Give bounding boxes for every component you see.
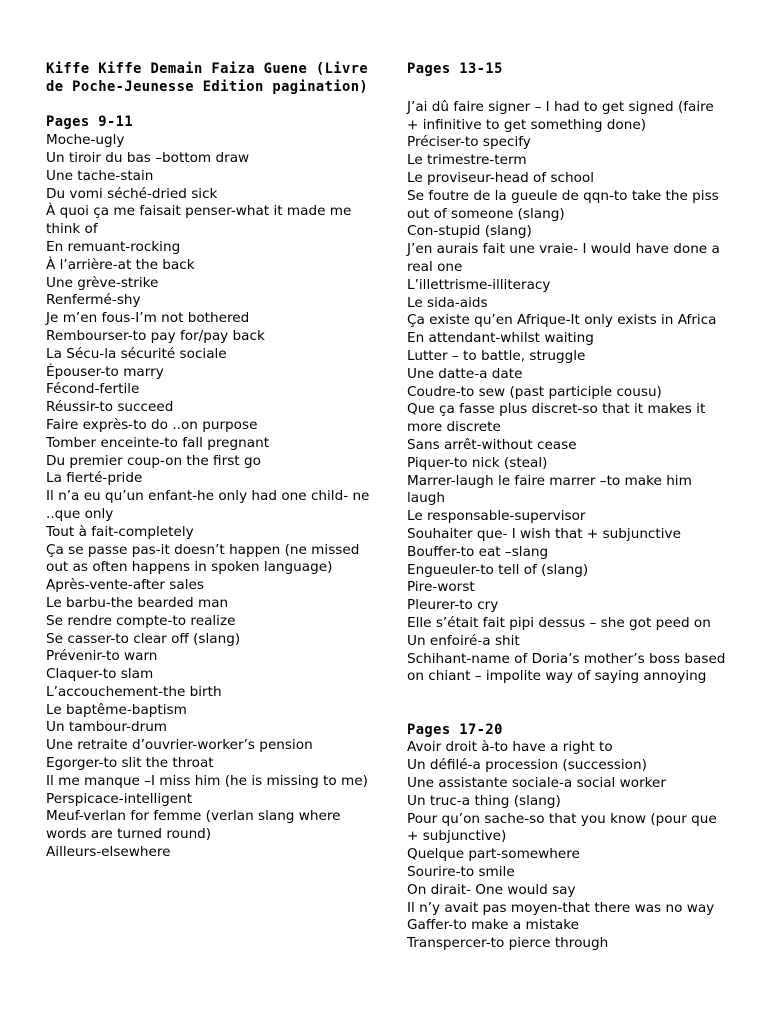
vocab-entry: Sourire-to smile [407,864,515,881]
vocab-entry: Moche-ugly [46,132,125,149]
vocab-entry: Perspicace-intelligent [46,790,193,807]
vocab-entry: Transpercer-to pierce through [407,935,609,952]
vocab-list [46,132,376,862]
vocab-entry: Sans arrêt-without cease [407,436,577,453]
vocab-entry: Une retraite d’ouvrier-worker’s pension [46,737,313,754]
vocab-entry: Pleurer-to cry [407,597,499,614]
vocab-entry: Le responsable-supervisor [407,508,586,525]
document-title-line-2: de Poche-Jeunesse Edition pagination) [46,78,369,95]
vocab-entry: Le sida-aids [407,294,488,311]
vocab-entry: Rembourser-to pay for/pay back [46,327,265,344]
vocab-entry: Pour qu’on sache-so that you know (pour que + subjunctive) [407,810,717,845]
vocab-entry: Épouser-to marry [46,363,164,380]
vocab-entry: Une assistante sociale-a social worker [407,775,667,792]
vocab-entry: Bouffer-to eat –slang [407,543,549,560]
vocab-entry: Claquer-to slam [46,666,154,683]
vocab-entry: Le barbu-the bearded man [46,594,229,611]
vocab-entry: Marrer-laugh le faire marrer –to make him laugh [407,472,692,507]
vocab-entry: Ça se passe pas-it doesn’t happen (ne missed out as often happens in spoken language) [46,541,360,576]
vocab-entry: Quelque part-somewhere [407,846,580,863]
vocab-entry: La fierté-pride [46,470,143,487]
vocab-entry: À quoi ça me faisait penser-what it made me think of [46,203,352,238]
vocab-entry: Tomber enceinte-to fall pregnant [46,434,270,451]
vocab-entry: Con-stupid (slang) [407,223,532,240]
vocab-entry: Il me manque –I miss him (he is missing to me) [46,772,368,789]
section-heading: Pages 9-11 [46,114,134,131]
vocab-entry: Ailleurs-elsewhere [46,844,171,861]
vocab-entry: On dirait- One would say [407,881,576,898]
section-heading: Pages 13-15 [407,61,503,77]
vocab-entry: Un truc-a thing (slang) [407,792,561,809]
vocab-entry: À l’arrière-at the back [46,256,195,273]
vocab-entry: Une tache-stain [46,167,154,184]
vocab-entry: Du premier coup-on the first go [46,452,261,469]
vocab-entry: Préciser-to specify [407,134,531,151]
vocab-entry: Renfermé-shy [46,292,141,309]
vocab-entry: Le proviseur-head of school [407,169,595,186]
spacer [407,79,729,99]
vocab-entry: Il n’a eu qu’un enfant-he only had one child- ne ..que only [46,488,370,522]
vocab-entry: Un enfoiré-a shit [407,632,520,649]
vocab-entry: Un tambour-drum [46,719,168,736]
vocab-entry: Tout à fait-completely [46,523,194,540]
vocab-entry: Un tiroir du bas –bottom draw [46,149,250,166]
vocab-entry: Le trimestre-term [407,152,527,169]
vocab-entry: Se casser-to clear off (slang) [46,630,241,647]
vocab-entry: Une grève-strike [46,274,159,291]
document-title-line-1: Kiffe Kiffe Demain Faiza Guene (Livre [46,61,369,77]
vocab-entry: Meuf-verlan for femme (verlan slang where words are turned round) [46,808,341,843]
vocab-entry: Réussir-to succeed [46,399,174,416]
vocab-list [407,99,729,686]
vocab-entry: La Sécu-la sécurité sociale [46,345,227,362]
vocab-entry: Un défilé-a procession (succession) [407,757,647,774]
vocab-entry: J’ai dû faire signer – I had to get signed (faire + infinitive to get something done) [407,98,714,133]
section-heading: Pages 17-20 [407,721,503,738]
vocab-entry: Faire exprès-to do ..on purpose [46,416,258,433]
vocab-entry: Avoir droit à-to have a right to [407,739,613,756]
vocab-entry: En remuant-rocking [46,238,181,255]
vocab-entry: Le baptême-baptism [46,701,187,718]
vocab-entry: Schihant-name of Doria’s mother’s boss based on chiant – impolite way of saying annoying [407,650,726,685]
vocab-entry: Après-vente-after sales [46,577,204,594]
vocab-entry: Je m’en fous-I’m not bothered [46,310,250,327]
vocab-entry: L’illettrisme-illiteracy [407,276,551,293]
vocab-entry: Gaffer-to make a mistake [407,917,579,934]
vocab-entry: Elle s’était fait pipi dessus – she got peed on [407,614,711,631]
vocab-entry: J’en aurais fait une vraie- I would have done a real one [407,241,720,275]
vocab-entry: Se foutre de la gueule de qqn-to take the piss out of someone (slang) [407,187,719,222]
vocab-entry: Une datte-a date [407,365,523,382]
vocab-entry: Egorger-to slit the throat [46,755,214,772]
vocab-entry: Se rendre compte-to realize [46,612,236,629]
vocab-entry: Piquer-to nick (steal) [407,454,548,471]
vocab-entry: L’accouchement-the birth [46,683,222,700]
vocab-entry: Ça existe qu’en Afrique-It only exists in Africa [407,312,717,329]
spacer [46,97,376,115]
vocab-entry: Souhaiter que- I wish that + subjunctive [407,525,681,542]
vocab-entry: Pire-worst [407,579,475,596]
vocab-entry: Du vomi séché-dried sick [46,185,218,202]
vocab-list [407,739,729,953]
left-column [46,61,376,862]
vocab-entry: Coudre-to sew (past participle cousu) [407,383,662,400]
spacer [407,686,729,722]
vocab-entry: Que ça fasse plus discret-so that it makes it more discrete [407,401,706,436]
right-column [407,61,729,953]
vocab-entry: Lutter – to battle, struggle [407,347,586,364]
vocab-entry: Engueuler-to tell of (slang) [407,561,589,578]
vocab-entry: Fécond-fertile [46,381,140,398]
vocab-entry: Prévenir-to warn [46,648,158,665]
vocab-entry: En attendant-whilst waiting [407,330,594,347]
vocab-entry: Il n’y avait pas moyen-that there was no way [407,899,715,916]
